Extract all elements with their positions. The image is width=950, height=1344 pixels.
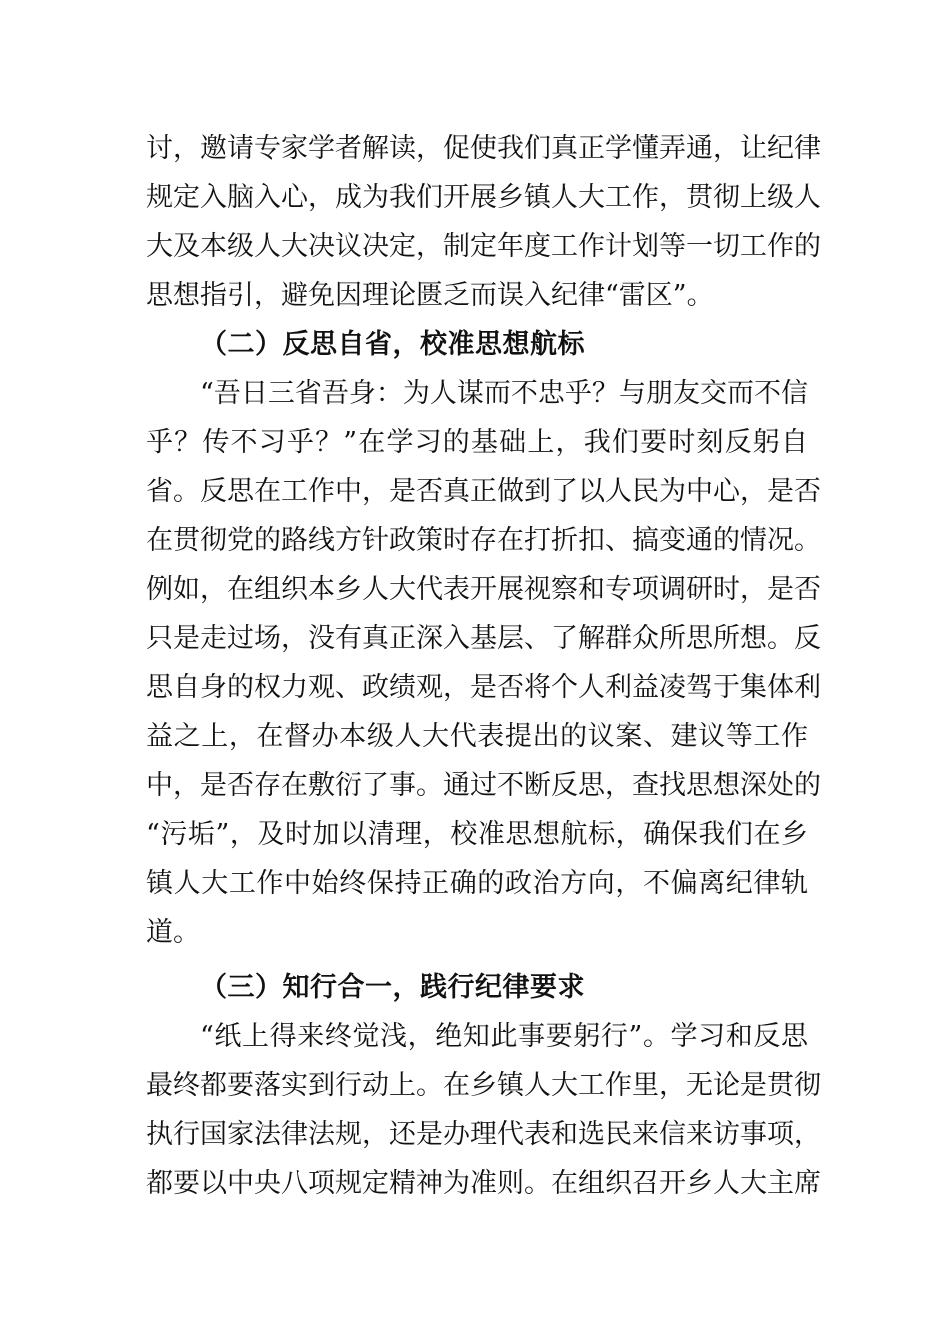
- text-line: 乎？传不习乎？”在学习的基础上，我们要时刻反躬自: [146, 427, 808, 458]
- text-line: 执行国家法律法规，还是办理代表和选民来信来访事项，: [146, 1119, 821, 1150]
- section-heading-2: （二）反思自省，校准思想航标: [200, 329, 585, 360]
- paragraph-3: [146, 1012, 821, 1208]
- text-line: 都要以中央八项规定精神为准则。在组织召开乡人大主席: [146, 1168, 821, 1199]
- section-heading-3: （三）知行合一，践行纪律要求: [200, 972, 585, 1003]
- text-line: 只是走过场，没有真正深入基层、了解群众所思所想。反: [146, 623, 821, 654]
- text-line: 讨，邀请专家学者解读，促使我们真正学懂弄通，让纪律: [146, 133, 821, 164]
- text-line: 道。: [146, 917, 200, 948]
- paragraph-2: [146, 369, 821, 957]
- text-line: 大及本级人大决议决定，制定年度工作计划等一切工作的: [146, 231, 821, 262]
- text-line: 最终都要落实到行动上。在乡镇人大工作里，无论是贯彻: [146, 1070, 821, 1101]
- text-line: 思想指引，避免因理论匮乏而误入纪律“雷区”。: [146, 280, 714, 311]
- text-line: 省。反思在工作中，是否真正做到了以人民为中心，是否: [146, 476, 821, 507]
- text-line: 益之上，在督办本级人大代表提出的议案、建议等工作: [146, 721, 808, 752]
- paragraph-1: [146, 124, 821, 320]
- text-line: 镇人大工作中始终保持正确的政治方向，不偏离纪律轨: [146, 868, 808, 899]
- text-line: 在贯彻党的路线方针政策时存在打折扣、搞变通的情况。: [146, 525, 821, 556]
- text-line: 思自身的权力观、政绩观，是否将个人利益凌驾于集体利: [146, 672, 821, 703]
- text-line: “吾日三省吾身：为人谋而不忠乎？与朋友交而不信: [200, 378, 808, 409]
- text-line: 例如，在组织本乡人大代表开展视察和专项调研时，是否: [146, 574, 821, 605]
- text-line: “纸上得来终觉浅，绝知此事要躬行”。学习和反思: [200, 1021, 808, 1052]
- text-line: 规定入脑入心，成为我们开展乡镇人大工作，贯彻上级人: [146, 182, 821, 213]
- text-line: 中，是否存在敷衍了事。通过不断反思，查找思想深处的: [146, 770, 821, 801]
- document-page: [146, 124, 821, 1208]
- text-line: “污垢”，及时加以清理，校准思想航标，确保我们在乡: [146, 819, 808, 850]
